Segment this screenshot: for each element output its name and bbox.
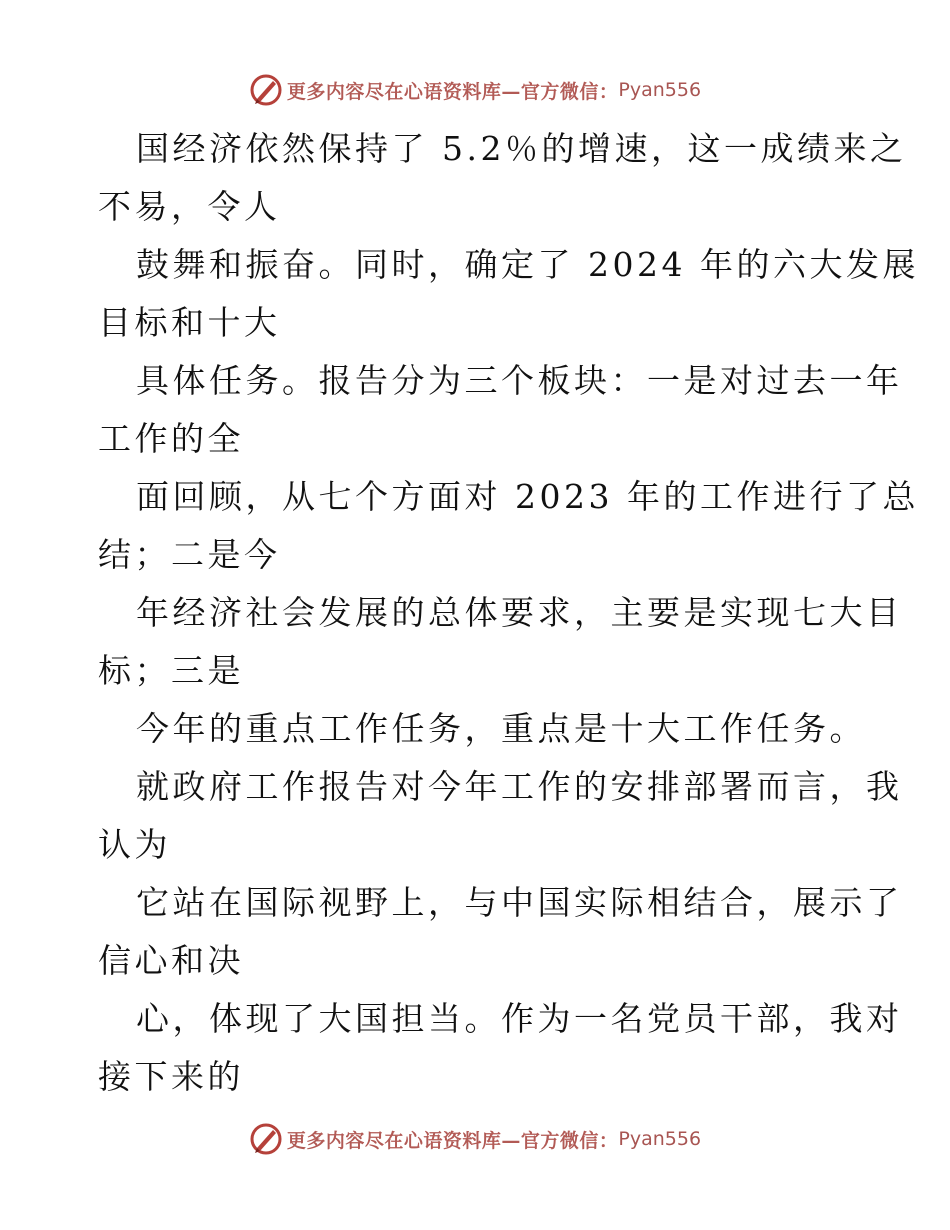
- footer-label: 更多内容尽在心语资料库—官方微信：: [286, 1129, 619, 1152]
- text-line: 标；三是: [98, 651, 244, 690]
- text-line: 就政府工作报告对今年工作的安排部署而言，我: [136, 767, 903, 806]
- header-wechat-id: Pyan556: [618, 79, 702, 101]
- text-line: 心，体现了大国担当。作为一名党员干部，我对: [136, 999, 903, 1038]
- text-line: 结；二是今: [98, 535, 281, 574]
- pen-logo-icon: [249, 73, 283, 107]
- pen-logo-icon: [249, 1122, 283, 1156]
- text-line: 不易，令人: [98, 187, 281, 226]
- footer-wechat-id: Pyan556: [618, 1128, 702, 1150]
- text-line: 面回顾，从七个方面对 2023 年的工作进行了总: [136, 477, 919, 516]
- text-line: 信心和决: [98, 941, 244, 980]
- text-line: 具体任务。报告分为三个板块：一是对过去一年: [136, 361, 903, 400]
- text-line: 接下来的: [98, 1057, 244, 1096]
- header-label: 更多内容尽在心语资料库—官方微信：: [286, 80, 619, 103]
- text-line: 工作的全: [98, 419, 244, 458]
- body-text: [98, 120, 919, 1106]
- text-line: 目标和十大: [98, 303, 281, 342]
- text-line: 鼓舞和振奋。同时，确定了 2024 年的六大发展: [136, 245, 919, 284]
- header-banner: [0, 70, 950, 110]
- text-line: 年经济社会发展的总体要求，主要是实现七大目: [136, 593, 903, 632]
- text-line: 认为: [98, 825, 171, 864]
- footer-banner: [0, 1119, 950, 1159]
- text-line: 国经济依然保持了 5.2％的增速，这一成绩来之: [136, 129, 907, 168]
- text-line: 它站在国际视野上，与中国实际相结合，展示了: [136, 883, 903, 922]
- text-line: 今年的重点工作任务，重点是十大工作任务。: [136, 709, 866, 748]
